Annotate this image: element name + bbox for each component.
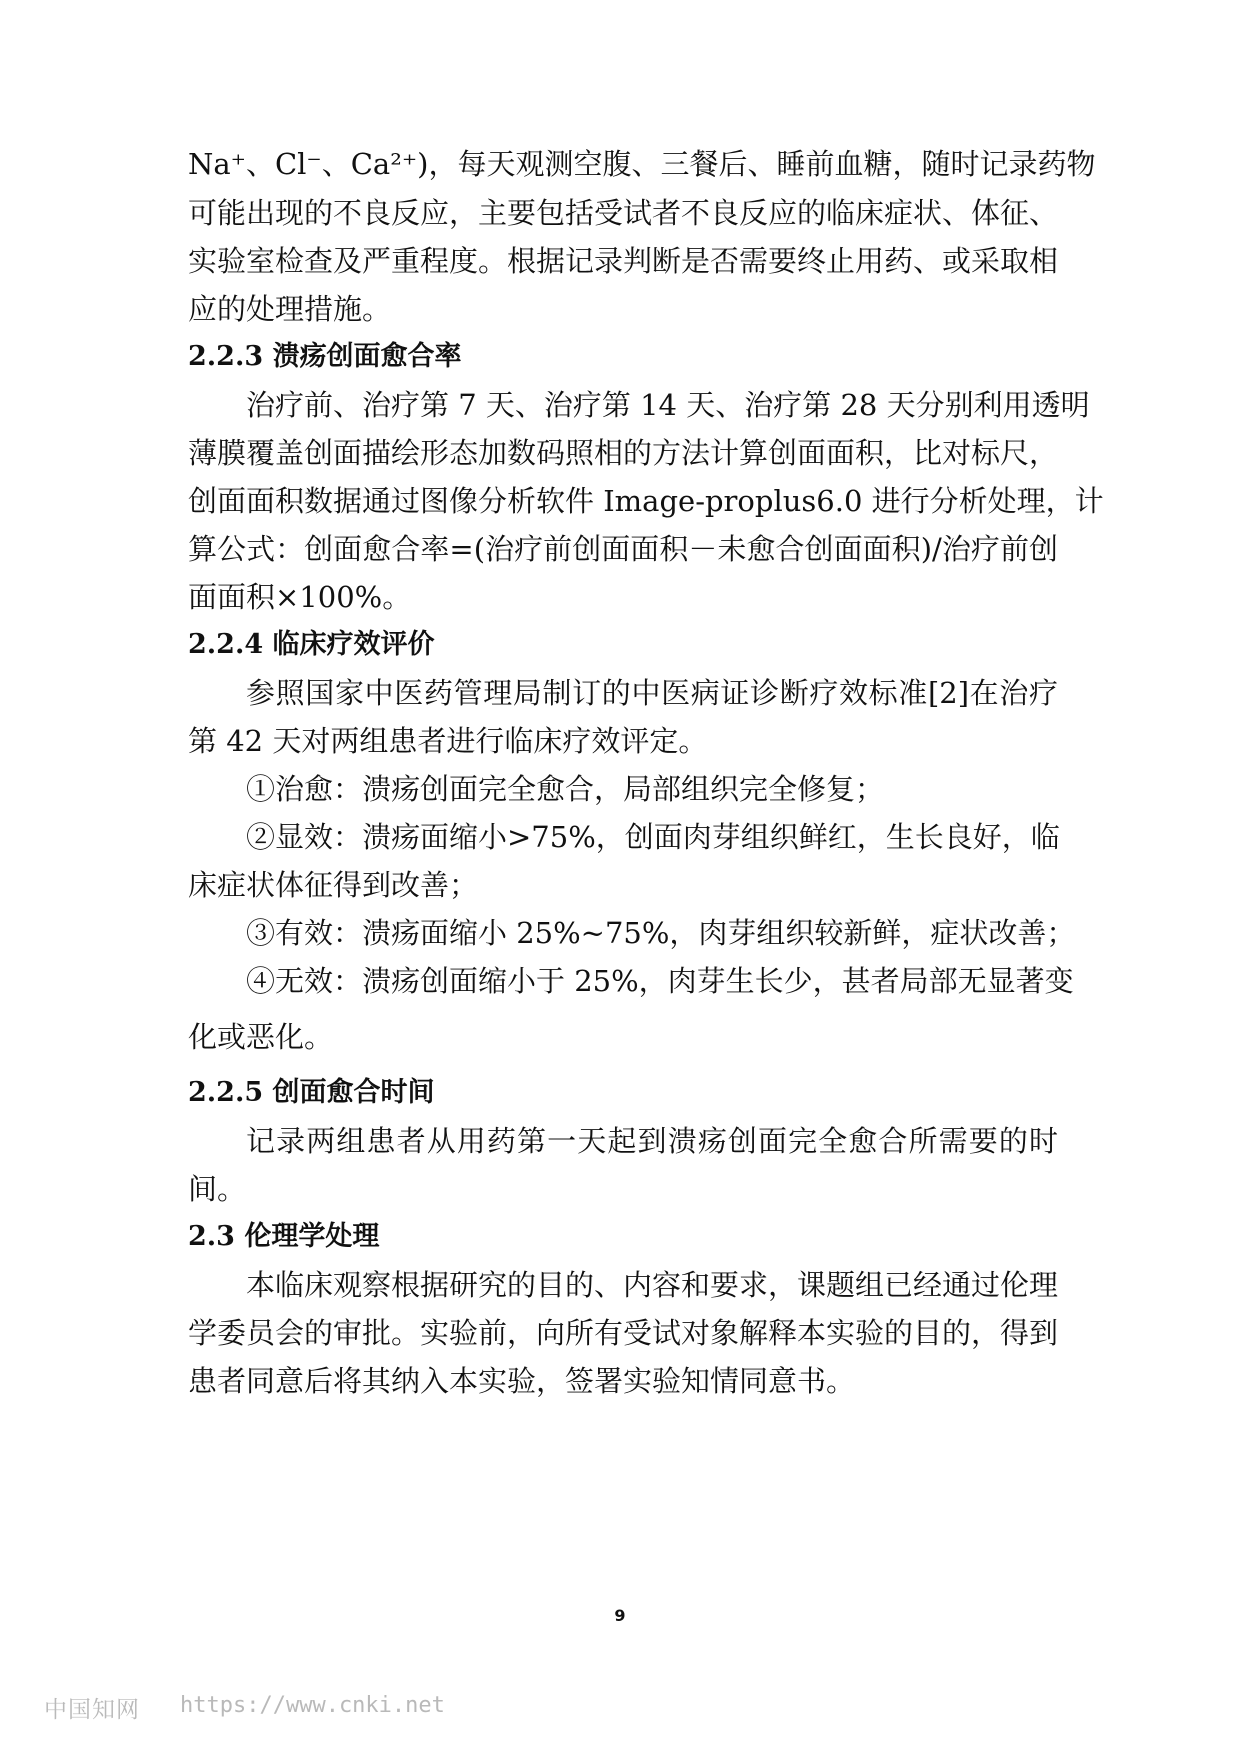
paragraph-line: 薄膜覆盖创面描绘形态加数码照相的方法计算创面面积，比对标尺， (188, 436, 1059, 470)
watermark-url: https://www.cnki.net (180, 1693, 445, 1718)
paragraph-line: 参照国家中医药管理局制订的中医病证诊断疗效标准[2]在治疗 (246, 676, 1058, 710)
paragraph-line: 算公式：创面愈合率=(治疗前创面面积－未愈合创面面积)/治疗前创 (188, 532, 1058, 566)
paragraph-line: Na⁺、Cl⁻、Ca²⁺)，每天观测空腹、三餐后、睡前血糖，随时记录药物 (188, 147, 1096, 181)
section-heading-2-2-4: 2.2.4 临床疗效评价 (188, 629, 435, 660)
paragraph-line: 应的处理措施。 (188, 292, 392, 326)
section-heading-2-2-3: 2.2.3 溃疡创面愈合率 (188, 341, 462, 372)
paragraph-line: 可能出现的不良反应，主要包括受试者不良反应的临床症状、体征、 (188, 196, 1059, 230)
paragraph-line: 学委员会的审批。实验前，向所有受试对象解释本实验的目的，得到 (188, 1316, 1059, 1350)
paragraph-line: 面面积×100%。 (188, 580, 412, 614)
paragraph-line: 实验室检查及严重程度。根据记录判断是否需要终止用药、或采取相 (188, 244, 1059, 278)
paragraph-line: 间。 (188, 1172, 247, 1206)
paragraph-line: 创面面积数据通过图像分析软件 Image-proplus6.0 进行分析处理，计 (188, 484, 1104, 518)
paragraph-line: 本临床观察根据研究的目的、内容和要求，课题组已经通过伦理 (246, 1268, 1059, 1302)
section-heading-2-3: 2.3 伦理学处理 (188, 1221, 380, 1252)
criteria-item-cured: ①治愈：溃疡创面完全愈合，局部组织完全修复； (246, 772, 885, 806)
criteria-item-ineffective: ④无效：溃疡创面缩小于 25%，肉芽生长少，甚者局部无显著变 (246, 964, 1074, 998)
paragraph-line: 第 42 天对两组患者进行临床疗效评定。 (188, 724, 708, 758)
criteria-item-marked-cont: 床症状体征得到改善； (188, 868, 479, 902)
criteria-item-effective: ③有效：溃疡面缩小 25%~75%，肉芽组织较新鲜，症状改善； (246, 916, 1076, 950)
section-heading-2-2-5: 2.2.5 创面愈合时间 (188, 1077, 435, 1108)
paragraph-line: 治疗前、治疗第 7 天、治疗第 14 天、治疗第 28 天分别利用透明 (246, 388, 1090, 422)
page-number: 9 (614, 1606, 626, 1625)
criteria-item-marked: ②显效：溃疡面缩小>75%，创面肉芽组织鲜红，生长良好，临 (246, 820, 1060, 854)
criteria-item-ineffective-cont: 化或恶化。 (188, 1020, 334, 1054)
paragraph-line: 记录两组患者从用药第一天起到溃疡创面完全愈合所需要的时 (246, 1124, 1058, 1158)
paragraph-line: 患者同意后将其纳入本实验，签署实验知情同意书。 (188, 1364, 856, 1398)
watermark-site-name: 中国知网 (44, 1697, 140, 1723)
